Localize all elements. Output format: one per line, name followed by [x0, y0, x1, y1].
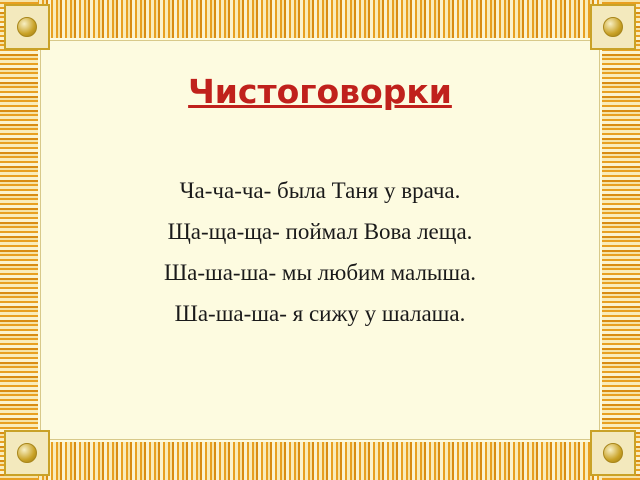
tongue-twister-list	[62, 170, 578, 334]
list-item: Ша-ша-ша- мы любим малыша.	[163, 260, 477, 285]
page-title: Чистоговорки	[188, 72, 452, 111]
list-item: Ша-ша-ша- я сижу у шалаша.	[174, 301, 466, 326]
corner-ornament-bottom-right	[590, 430, 636, 476]
slide-content	[44, 44, 596, 436]
decorative-frame-top	[0, 0, 640, 38]
stud-icon	[603, 17, 623, 37]
list-item: Ща-ща-ща- поймал Вова леща.	[167, 219, 473, 244]
decorative-frame-bottom	[0, 442, 640, 480]
corner-ornament-top-right	[590, 4, 636, 50]
stud-icon	[603, 443, 623, 463]
corner-ornament-bottom-left	[4, 430, 50, 476]
list-item: Ча-ча-ча- была Таня у врача.	[179, 178, 461, 203]
decorative-frame-left	[0, 0, 38, 480]
stud-icon	[17, 17, 37, 37]
stud-icon	[17, 443, 37, 463]
decorative-frame-right	[602, 0, 640, 480]
